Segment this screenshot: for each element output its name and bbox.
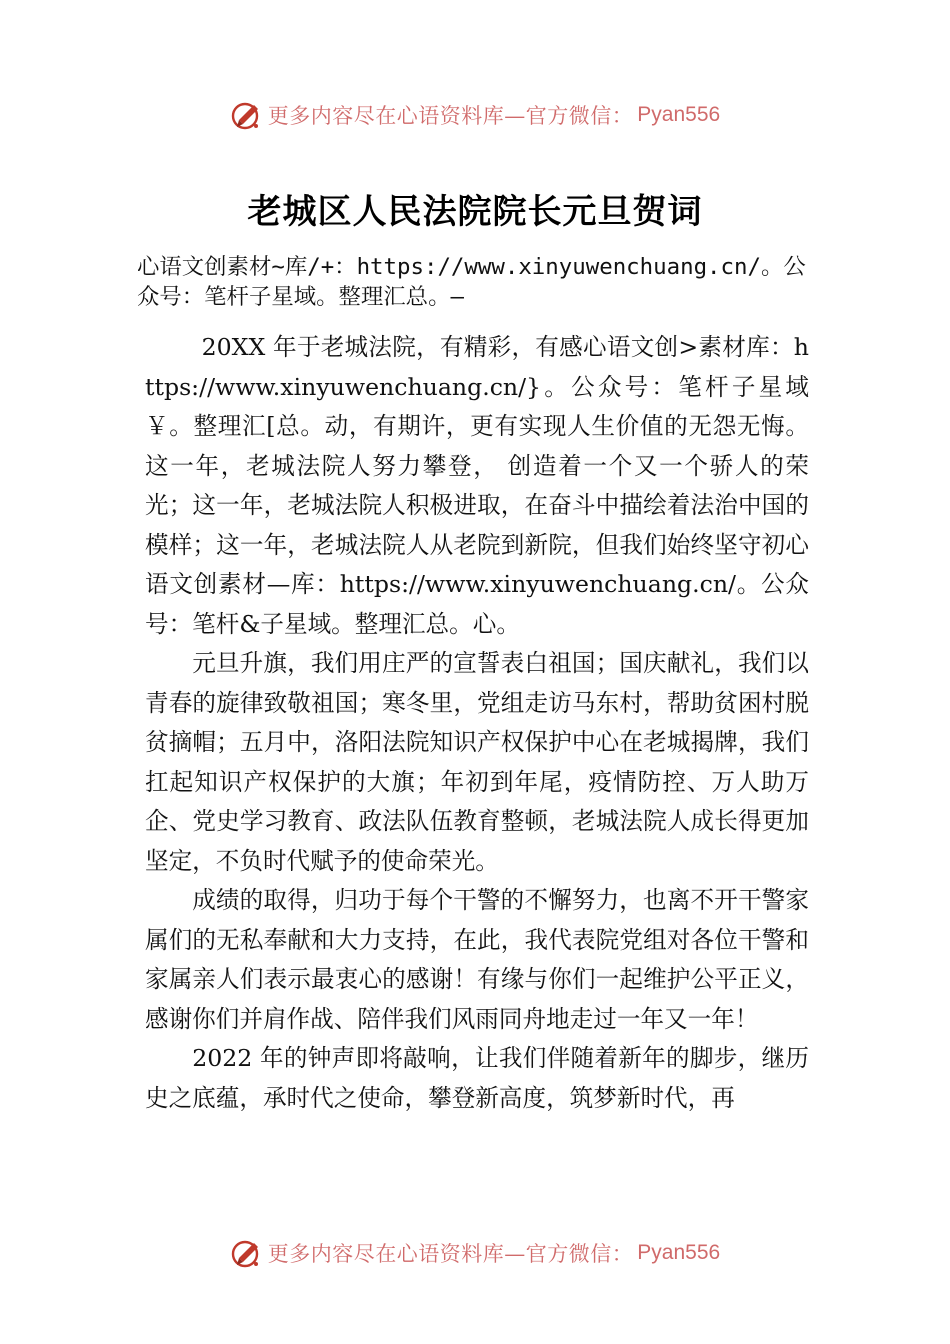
paragraph-1: 20XX 年于老城法院，有精彩，有感心语文创>素材库：https://www.xinyuwenchuang.cn/}。公众号：笔杆子星域￥。整理汇[总。动，有期许，更有实现人生价值的无怨无悔。这一年，老城法院人努力攀登， 创造着一个又一个骄人的荣光；这一年，老城法院人积极进取，在奋斗中描绘着法治中国的模样；这一年，老城法院人从老院到新院，但我们始终坚守初心语文创素材—库：https://www.xinyuwenchuang.cn/。公众号：笔杆&子星域。整理汇总。心。 (145, 333, 809, 638)
document-title: 老城区人民法院院长元旦贺词 (247, 192, 703, 232)
pen-logo-icon (230, 1236, 264, 1270)
banner-text: 更多内容尽在心语资料库—官方微信： (267, 104, 634, 128)
banner-text: 更多内容尽在心语资料库—官方微信： (267, 1242, 634, 1266)
banner-wechat-id: Pyan556 (637, 1241, 721, 1264)
paragraph-2: 元旦升旗，我们用庄严的宣誓表白祖国；国庆献礼，我们以青春的旋律致敬祖国；寒冬里，党组走访马东村，帮助贫困村脱贫摘帽；五月中，洛阳法院知识产权保护中心在老城揭牌，我们扛起知识产权保护的大旗；年初到年尾，疫情防控、万人助万企、党史学习教育、政法队伍教育整顿，老城法院人成长得更加坚定，不负时代赋予的使命荣光。 (145, 649, 809, 875)
banner-wechat-id: Pyan556 (637, 103, 721, 126)
paragraph-4: 2022 年的钟声即将敲响，让我们伴随着新年的脚步，继历史之底蕴，承时代之使命，攀登新高度，筑梦新时代，再 (145, 1044, 809, 1112)
document-body (145, 328, 809, 1118)
header-banner (0, 95, 950, 135)
footer-banner (0, 1233, 950, 1273)
watermark-text: 心语文创素材~库/+：https://www.xinyuwenchuang.cn/。公众号：笔杆子星域。整理汇总。— (137, 254, 806, 310)
pen-logo-icon (230, 98, 264, 132)
paragraph-3: 成绩的取得，归功于每个干警的不懈努力，也离不开干警家属们的无私奉献和大力支持，在此，我代表院党组对各位干警和家属亲人们表示最衷心的感谢！有缘与你们一起维护公平正义，感谢你们并肩作战、陪伴我们风雨同舟地走过一年又一年！ (145, 886, 809, 1033)
